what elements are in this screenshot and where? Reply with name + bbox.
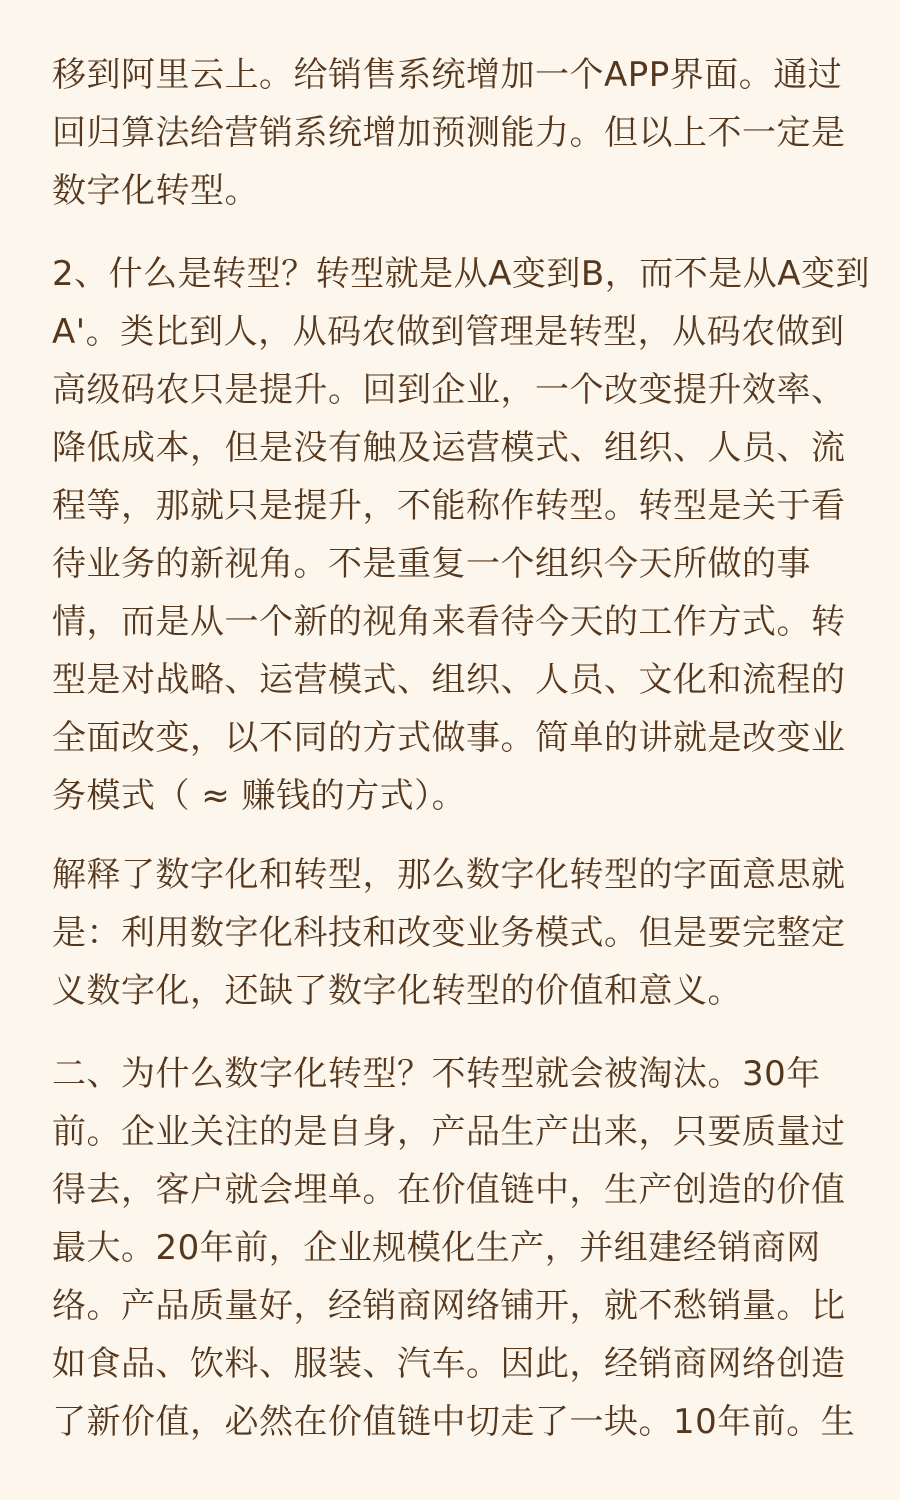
text-line: 程等，那就只是提升，不能称作转型。转型是关于看 [52, 486, 846, 526]
text-line: 了新价值，必然在价值链中切走了一块。10年前。生 [52, 1402, 856, 1442]
text-line: A'。类比到人，从码农做到管理是转型，从码农做到 [52, 312, 845, 352]
text-line: 如食品、饮料、服装、汽车。因此，经销商网络创造 [52, 1344, 846, 1384]
text-line: 情，而是从一个新的视角来看待今天的工作方式。转 [52, 602, 846, 642]
text-line: 二、为什么数字化转型？不转型就会被淘汰。30年 [52, 1054, 821, 1094]
text-line: 络。产品质量好，经销商网络铺开，就不愁销量。比 [52, 1286, 846, 1326]
text-line: 前。企业关注的是自身，产品生产出来，只要质量过 [52, 1112, 846, 1152]
text-line: 务模式（ ≈ 赚钱的方式）。 [52, 776, 467, 816]
text-line: 数字化转型。 [52, 171, 259, 211]
text-line: 得去，客户就会埋单。在价值链中，生产创造的价值 [52, 1170, 846, 1210]
text-line: 义数字化，还缺了数字化转型的价值和意义。 [52, 971, 742, 1011]
text-line: 全面改变，以不同的方式做事。简单的讲就是改变业 [52, 718, 846, 758]
text-line: 移到阿里云上。给销售系统增加一个APP界面。通过 [52, 55, 843, 95]
text-line: 待业务的新视角。不是重复一个组织今天所做的事 [52, 544, 811, 584]
paragraph-4 [52, 1045, 856, 1451]
text-line: 最大。20年前，企业规模化生产，并组建经销商网 [52, 1228, 821, 1268]
text-line: 型是对战略、运营模式、组织、人员、文化和流程的 [52, 660, 846, 700]
text-line: 2、什么是转型？转型就是从A变到B，而不是从A变到 [52, 254, 870, 294]
text-line: 是：利用数字化科技和改变业务模式。但是要完整定 [52, 913, 846, 953]
text-line: 解释了数字化和转型，那么数字化转型的字面意思就 [52, 855, 846, 895]
text-line: 高级码农只是提升。回到企业，一个改变提升效率、 [52, 370, 846, 410]
text-line: 降低成本，但是没有触及运营模式、组织、人员、流 [52, 428, 846, 468]
paragraph-2 [52, 245, 870, 825]
paragraph-1 [52, 46, 852, 220]
text-line: 回归算法给营销系统增加预测能力。但以上不一定是 [52, 113, 846, 153]
paragraph-3 [52, 846, 852, 1020]
